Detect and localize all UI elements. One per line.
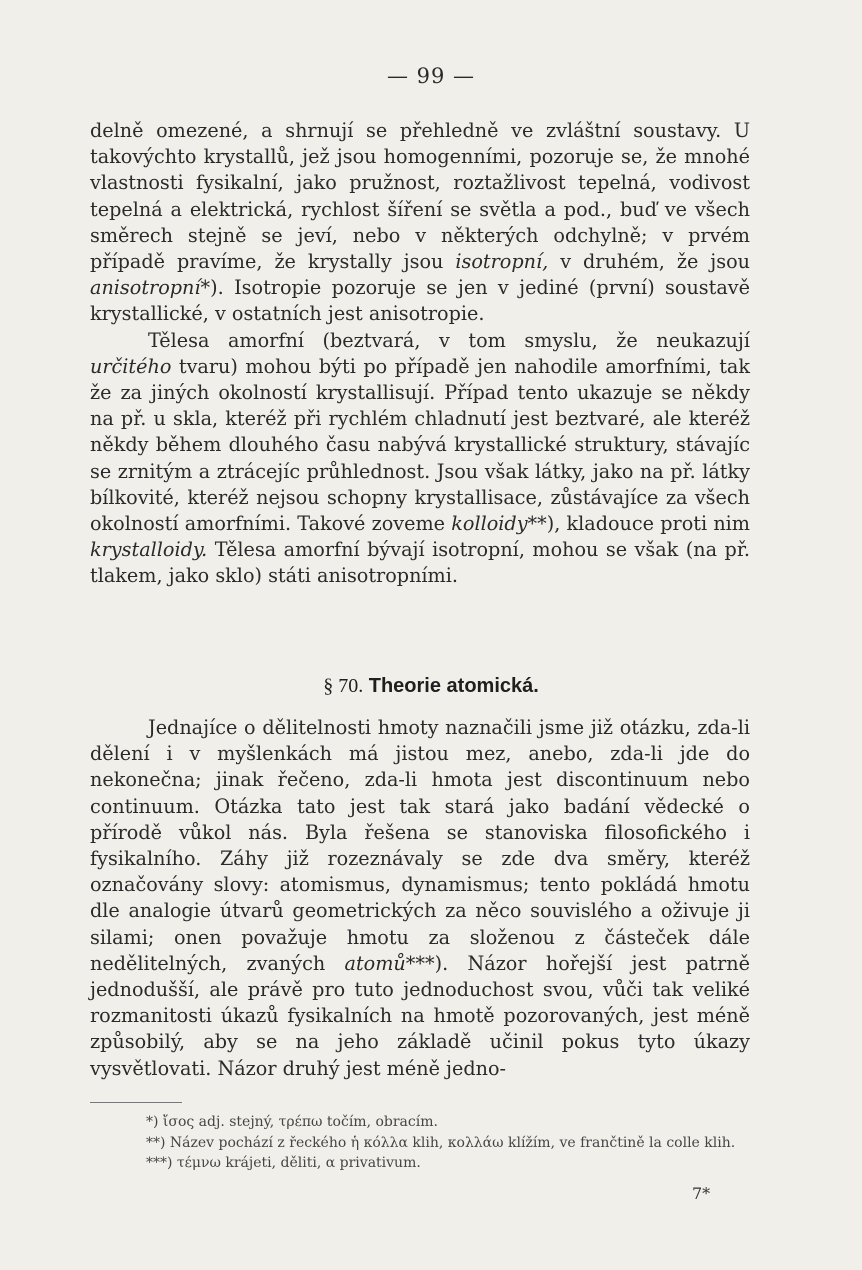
section-symbol: § 70. bbox=[323, 675, 364, 697]
signature-mark: 7* bbox=[692, 1184, 711, 1203]
paragraph-2: Tělesa amorfní (beztvará, v tom smyslu, že neukazují určitého tvaru) mohou býti po případě jen nahodile amorfními, tak že za jiných okolností krystallisují. Případ tento ukazuje se někdy na př. u skla, kteréž při rychlém chladnutí jest beztvaré, ale kteréž někdy během dlouhého času nabývá krystallické struktury, stávajíc se zrnitým a ztrácejíc průhlednost. Jsou však látky, jako na př. látky bílkovité, kteréž nejsou schopny krystallisace, zůstávajíce za všech okolností amorfními. Takové zoveme kolloidy**), kladouce proti nim krystalloidy. Tělesa amorfní bývají isotropní, mohou se však (na př. tlakem, jako sklo) státi anisotropními. bbox=[90, 328, 751, 588]
page-number: — 99 — bbox=[386, 64, 476, 88]
footnote-2: **) Název pochází z řeckého ἡ κόλλα klih, κολλάω klížím, ve frančtině la colle klih. bbox=[146, 1134, 736, 1151]
paragraph-1: delně omezené, a shrnují se přehledně ve zvláštní soustavy. U takovýchto krystallů, jež jsou homogenními, pozoruje se, že mnohé vlastnosti fysikalní, jako pružnost, roztažlivost tepelná, vodivost tepelná a elektrická, rychlost šíření se světla a pod., buď ve všech směrech stejně se jeví, nebo v některých odchylně; v prvém případě pravíme, že krystally jsou isotropní, v druhém, že jsou anisotropní*). Isotropie pozoruje se jen v jediné (první) soustavě krystallické, v ostatních jest anisotropie. bbox=[90, 119, 750, 326]
section-title: Theorie atomická. bbox=[368, 675, 539, 697]
footnote-rule bbox=[90, 1102, 182, 1103]
body-text-top bbox=[90, 118, 750, 590]
body-text-bottom bbox=[90, 715, 750, 1082]
paragraph-3: Jednajíce o dělitelnosti hmoty naznačili jsme již otázku, zda-li dělení i v myšlenkách má jistou mez, anebo, zda-li jde do nekonečna; jinak řečeno, zda-li hmota jest discontinuum nebo continuum. Otázka tato jest tak stará jako badání vědecké o přírodě vůkol nás. Byla řešena se stanoviska filosofického i fysikalního. Záhy již rozeznávaly se zde dva směry, kteréž označovány slovy: atomismus, dynamismus; tento pokládá hmotu dle analogie útvarů geometrických za něco souvislého a oživuje ji silami; onen považuje hmotu za složenou z částeček dále nedělitelných, zvaných atomů***). Názor hořejší jest patrně jednodušší, ale právě pro tuto jednoduchost svou, vůči tak veliké rozmanitosti úkazů fysikalních na hmotě pozorovaných, jest méně způsobilý, aby se na jeho základě učinil pokus tyto úkazy vysvětlovati. Názor druhý jest méně jedno- bbox=[90, 716, 750, 1080]
footnotes bbox=[90, 1112, 750, 1174]
footnote-1: *) ἴσος adj. stejný, τρέπω točím, obracím. bbox=[146, 1114, 438, 1130]
footnote-3: ***) τέμνω krájeti, děliti, α privativum. bbox=[146, 1155, 421, 1171]
section-heading bbox=[0, 675, 862, 698]
